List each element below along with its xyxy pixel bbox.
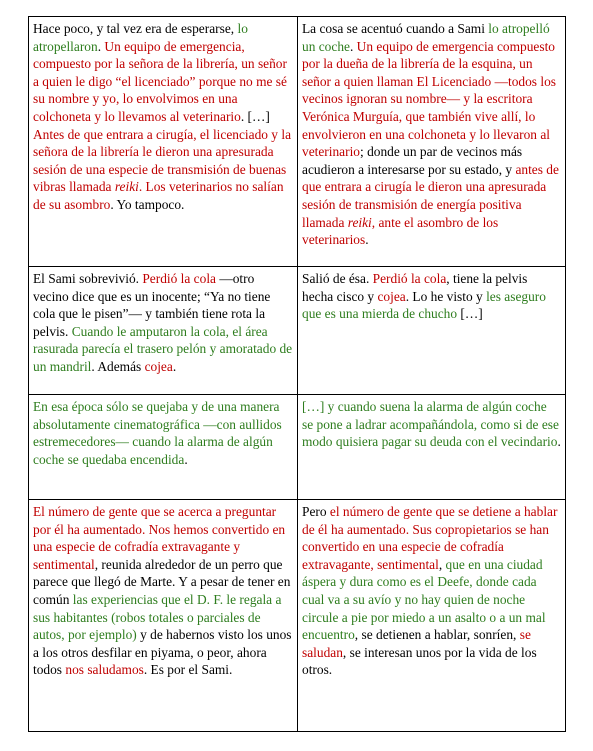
text-run-black: . Yo tampoco.: [110, 196, 185, 212]
text-run-green: que en una ciudad áspera y dura como es el Deefe, donde cada cual va a su avío y no hay quien de noche circule a pie por miedo a un asalto o a un mal encuentro: [302, 556, 546, 643]
text-run-black: ,: [438, 556, 446, 572]
left-cell: [29, 267, 298, 395]
text-run-red: El número de gente que se acerca a preguntar por él ha aumentado. Nos hemos convertido en una especie de cofradía extravagante y sentimental: [33, 504, 286, 572]
text-run-black: […]: [457, 306, 483, 322]
right-cell: [298, 395, 566, 500]
text-run-red: nos saludamos: [65, 662, 144, 678]
text-run-black: Salió de ésa.: [302, 271, 373, 286]
right-cell: [298, 267, 566, 395]
text-run-black: , reunida alrededor de un perro que parece que llegó de Marte. Y a pesar de tener en común: [33, 556, 291, 607]
table-row: [29, 395, 566, 500]
text-run-green: Cuando le amputaron la cola, el área rasurada parecía el trasero pelón y amoratado de un mandril: [33, 323, 293, 374]
right-cell: [298, 500, 566, 732]
left-cell: [29, 500, 298, 732]
text-run-black: , tiene la pelvis hecha cisco y: [302, 271, 528, 304]
text-run-red: Un equipo de emergencia, compuesto por la señora de la librería, un señor a quien le digo “el licenciado” porque no me sé su nombre y yo, lo envolvimos en una colchoneta y lo llevamos al veterinario: [33, 38, 287, 124]
text-run-red: cojea: [377, 288, 406, 304]
text-run-black: —otro vecino dice que es un inocente; “Ya no tiene cola que le pisen”— y también tiene rota la pelvis.: [33, 271, 271, 339]
text-run-black: , se detienen a hablar, sonríen,: [354, 627, 520, 643]
text-run-black: La cosa se acentuó cuando a Sami: [302, 21, 489, 36]
text-run-black: Pero: [302, 504, 330, 519]
text-run-black: ; donde un par de vecinos más acudieron a interesarse por su estado, y: [302, 144, 523, 177]
comparison-table: [28, 16, 566, 732]
text-run-black: .: [172, 358, 177, 374]
text-run-black: .: [184, 451, 188, 467]
text-run-red: , ante el asombro de los veterinarios: [302, 214, 499, 248]
text-run-black: . Además: [91, 358, 145, 374]
text-run-black: . Es por el Sami.: [143, 662, 233, 678]
text-run-black: .: [97, 38, 105, 54]
text-run-black: , se interesan unos por la vida de los otros.: [302, 644, 537, 678]
left-cell: [29, 395, 298, 500]
text-run-black: Hace poco, y tal vez era de esperarse,: [33, 21, 238, 36]
text-run-red: Antes de que entrara a cirugía, el licenciado y la señora de la librería le dieron una apresurada sesión de una especie de transmisión de buenas vibras llamada: [33, 126, 292, 195]
text-run-black: . Lo he visto y: [405, 288, 487, 304]
text-run-black: .: [349, 38, 357, 54]
table-row: [29, 500, 566, 732]
text-run-red: Perdió la cola: [142, 271, 216, 286]
text-run-black: .: [557, 434, 561, 450]
text-run-red: reiki: [347, 214, 372, 230]
text-run-red: . Los veterinarios no salían de su asombro: [33, 179, 284, 212]
text-run-green: las experiencias que el D. F. le regala a sus habitantes (robos totales o parciales de autos, por ejemplo): [33, 591, 282, 643]
table-row: [29, 267, 566, 395]
text-run-green: […] y cuando suena la alarma de algún coche se pone a ladrar acompañándola, como si de ese modo quisiera pagar su deuda con el vecindario: [302, 399, 559, 450]
text-run-red: Un equipo de emergencia compuesto por la dueña de la librería de la esquina, un señor a quien llaman El Licenciado —todos los vecinos ignoran su nombre— y la escritora Verónica Murguía, que también vive allí, lo envolvieron en una colchoneta y lo llevaron al veterinario: [302, 38, 556, 160]
text-run-red: reiki: [114, 179, 139, 195]
text-run-green: les aseguro que es una mierda de chucho: [302, 288, 546, 322]
left-cell: [29, 17, 298, 267]
text-run-red: Perdió la cola: [372, 271, 447, 286]
text-run-black: y de habernos visto los unos a los otros desfilar en piyama, o peor, ahora todos: [33, 627, 292, 678]
text-run-green: En esa época sólo se quejaba y de una manera absolutamente cinematográfica —con aullidos estremecedores— cuando la alarma de algún coche se quedaba encendida: [33, 399, 282, 467]
right-cell: [298, 17, 566, 267]
text-run-red: antes de que entrara a cirugía le dieron una apresurada sesión de transmisión de energía positiva llamada: [302, 161, 559, 230]
text-run-red: el número de gente que se detiene a hablar de él ha aumentado. Sus copropietarios se han convertido en una especie de cofradía extravagante, sentimental: [302, 504, 558, 572]
text-run-green: lo atropellaron: [33, 21, 248, 54]
text-run-black: .: [365, 232, 369, 248]
text-run-red: cojea: [144, 358, 173, 374]
text-run-black: . […]: [240, 108, 270, 124]
table-row: [29, 17, 566, 267]
text-run-green: lo atropelló un coche: [302, 21, 550, 54]
comparison-table-container: [28, 16, 565, 732]
text-run-black: El Sami sobrevivió.: [33, 271, 143, 286]
text-run-red: se saludan: [302, 627, 531, 660]
